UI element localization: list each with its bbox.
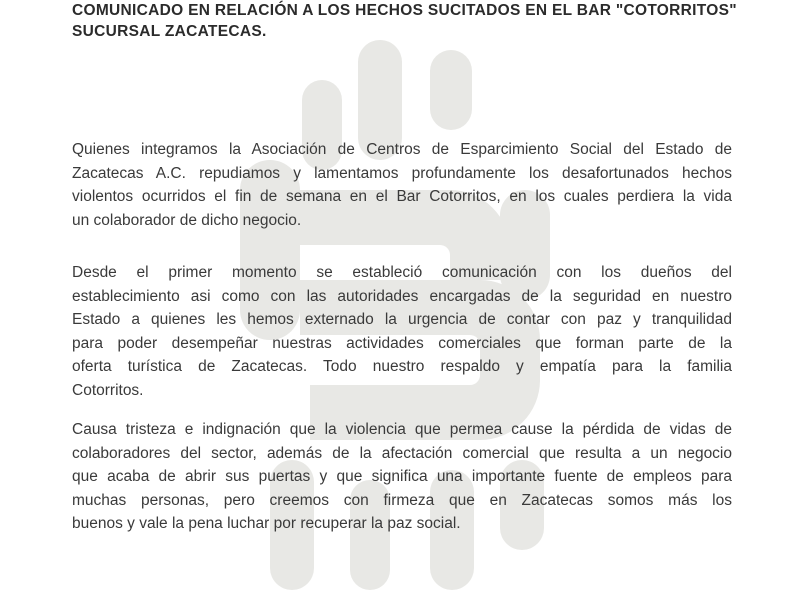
paragraph-line: Causa tristeza e indignación que la violencia que permea cause la pérdida de vidas de — [72, 421, 732, 438]
paragraph-line: buenos y vale la pena luchar por recuperar la paz social. — [72, 515, 461, 532]
paragraph-line: que acaba de abrir sus puertas y que significa una importante fuente de empleos para — [72, 468, 732, 485]
paragraph-line: Cotorritos. — [72, 381, 144, 399]
paragraph-line: Estado a quienes les hemos externado la urgencia de contar con paz y tranquilidad — [72, 311, 732, 328]
document-title — [72, 0, 752, 42]
paragraph-line: muchas personas, pero creemos con firmeza que en Zacatecas somos más los — [72, 491, 732, 509]
paragraph-2 — [72, 261, 732, 402]
paragraph-line: Desde el primer momento se estableció comunicación con los dueños del — [72, 264, 732, 281]
paragraph-line: Zacatecas A.C. repudiamos y lamentamos profundamente los desafortunados hechos — [72, 164, 732, 182]
paragraph-line: colaboradores del sector, además de la afectación comercial que resulta a un negocio — [72, 444, 732, 462]
paragraph-line: para poder desempeñar nuestras actividades comerciales que forman parte de la — [72, 334, 732, 352]
paragraph-1 — [72, 138, 732, 232]
paragraph-line: oferta turística de Zacatecas. Todo nuestro respaldo y empatía para la familia — [72, 358, 732, 375]
paragraph-line: Quienes integramos la Asociación de Centros de Esparcimiento Social del Estado de — [72, 141, 732, 158]
title-line: SUCURSAL ZACATECAS. — [72, 23, 267, 40]
paragraph-3 — [72, 418, 732, 536]
paragraph-line: violentos ocurridos el fin de semana en el Bar Cotorritos, en los cuales perdiera la vida — [72, 188, 732, 205]
paragraph-line: establecimiento asi como con las autoridades encargadas de la seguridad en nuestro — [72, 287, 732, 305]
paragraph-line: un colaborador de dicho negocio. — [72, 211, 302, 229]
title-line: COMUNICADO EN RELACIÓN A LOS HECHOS SUCITADOS EN EL BAR "COTORRITOS" — [72, 2, 737, 19]
